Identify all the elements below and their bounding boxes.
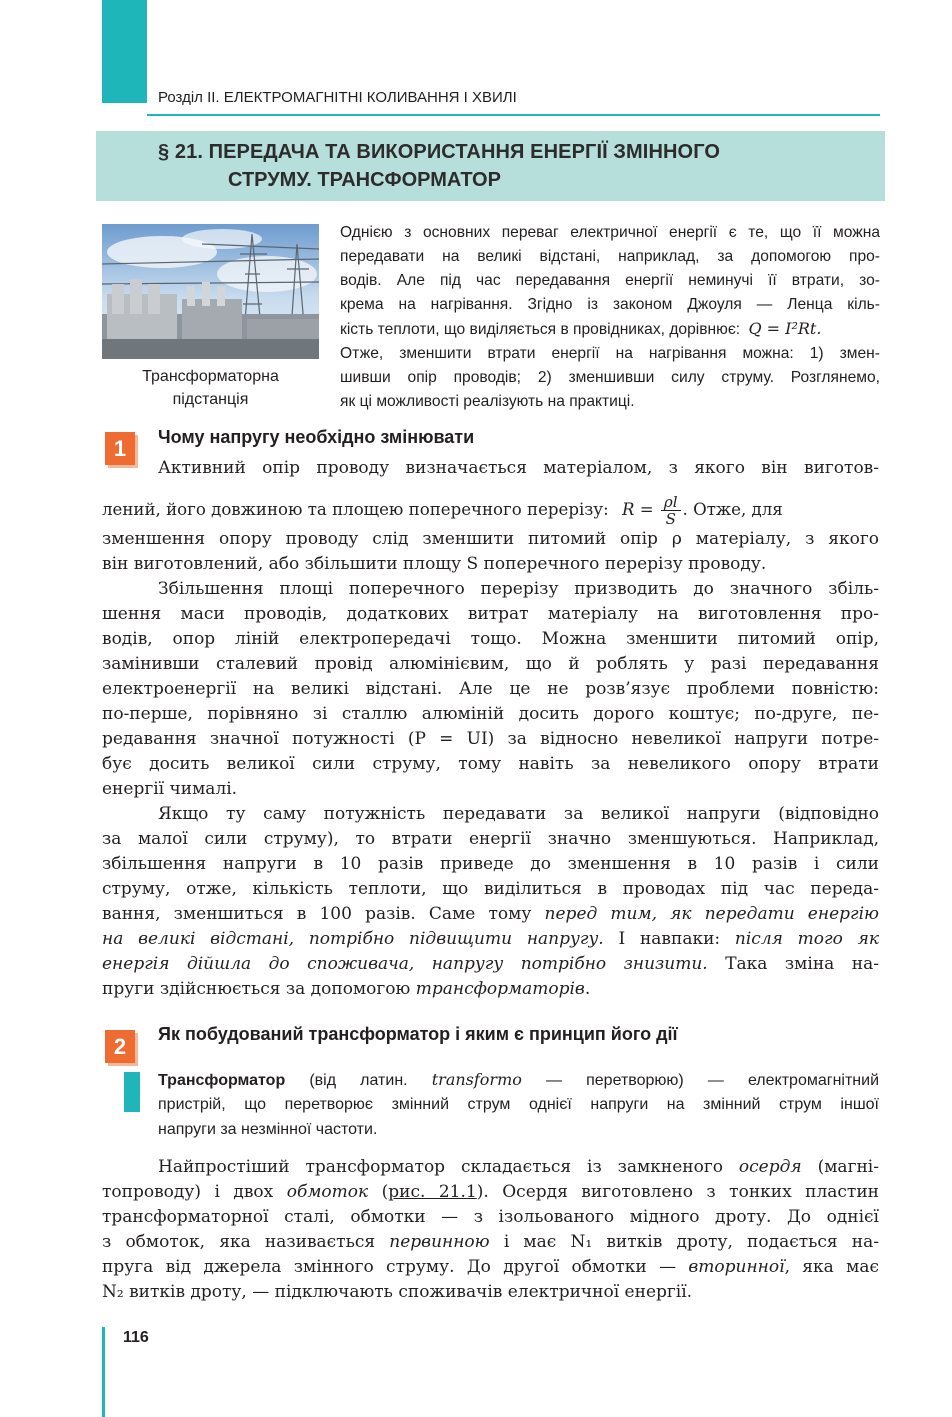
body-line [102,1230,879,1254]
body-text: пруга від джерела змінного струму. До другої обмотки — [102,1257,677,1277]
footer-accent-bar [102,1327,105,1417]
definition-line [158,1068,879,1092]
body-line: бує досить великої сили струму, тому навіть за невеликого опору втрати [102,754,879,774]
body-line: редавання значної потужності (P = UI) за відносно невеликої напруги потре- [102,729,879,749]
top-accent-bar [102,0,147,103]
body-line: замінивши сталевий провід алюмінієвим, що й роблять у разі передавання [102,654,879,674]
emphasis-text: після того як [734,929,880,949]
body-line [102,902,879,926]
intro-line: водів. Але під час передавання енергії неминучі її втрати, зо- [340,272,880,289]
body-line [102,952,879,976]
body-line: Збільшення площі поперечного перерізу призводить до значного збіль- [158,579,879,599]
intro-line: Отже, зменшити втрати енергії на нагрівання можна: 1) змен- [340,345,880,362]
emphasis-text: обмоток [286,1182,369,1202]
emphasis-text: вторинної [688,1257,785,1277]
body-text: , яка має [784,1257,879,1277]
body-line: струму, отже, кількість теплоти, що виділиться в проводах під час переда- [102,879,879,899]
body-text: топроводу) і двох [102,1182,274,1202]
body-line-with-formula [102,493,879,528]
intro-line: Однією з основних переваг електричної енергії є те, що її можна [340,224,880,241]
intro-line: передавати на великі відстані, наприклад, за допомогою про- [340,248,880,265]
section-number-badge: 2 [105,1030,135,1063]
joule-lenz-formula: Q = I²Rt. [748,319,822,338]
definition-text: (від латин. [309,1072,408,1089]
body-text: ( [381,1182,389,1202]
section-heading: Чому напругу необхідно змінювати [158,427,475,447]
body-line: водів, опор ліній електропередачі тощо. Можна зменшити питомий опір, [102,629,879,649]
emphasis-text: енергія дійшла до споживача, напругу потрібно знизити. [102,954,708,974]
body-line: Якщо ту саму потужність передавати за великої напруги (відповідно [158,804,879,824]
body-line [102,927,879,951]
body-text: і має N₁ витків дроту, подається на- [503,1232,880,1252]
header-rule [147,114,880,116]
definition-line: пристрій, що перетворює змінний струм однієї напруги на змінний струм іншої [158,1096,879,1113]
figure-link[interactable]: рис. 21.1 [388,1182,477,1202]
page-number: 116 [123,1329,149,1346]
body-text: (магні- [817,1157,879,1177]
body-line [102,1255,879,1279]
intro-line: крема на нагрівання. Згідно із законом Джоуля — Ленца кіль- [340,296,880,313]
body-text: вання, зменшиться в 100 разів. Саме тому [102,904,532,924]
body-line [102,1180,879,1204]
emphasis-text: перед тим, як передати енергію [544,904,880,924]
body-line: шення маси проводів, додаткових витрат матеріалу на виготовлення про- [102,604,879,624]
body-line: він виготовлений, або збільшити площу S поперечного перерізу проводу. [102,554,767,574]
chapter-header: Розділ ІІ. ЕЛЕКТРОМАГНІТНІ КОЛИВАННЯ І ХВИЛІ [158,89,517,106]
section-heading: Як побудований трансформатор і яким є принцип його дії [158,1024,678,1044]
body-text: Така зміна на- [725,954,879,974]
body-text: ). Осердя виготовлено з тонких пластин [476,1182,880,1202]
definition-marker-bar [124,1072,140,1112]
resistance-symbol: R = [621,500,654,519]
body-line: збільшення напруги в 10 разів приведе до зменшення в 10 разів і сили [102,854,879,874]
body-line: електроенергії на великі відстані. Але це не розв’язує проблеми повністю: [102,679,879,699]
section-number-badge: 1 [105,432,135,465]
intro-line-text: кість теплоти, що виділяється в провідниках, дорівнює: [340,321,741,338]
body-text: І навпаки: [618,929,721,949]
intro-line: як ці можливості реалізують на практиці. [340,393,635,410]
intro-line-with-formula [340,318,880,340]
latin-term: transformo [431,1070,522,1089]
emphasis-text: на великі відстані, потрібно підвищити напругу. [102,929,604,949]
resistance-fraction: $\frac{\rho l}{S}$ [661,494,681,527]
body-text: . [584,979,591,999]
emphasis-text: первинною [389,1232,490,1252]
body-line: енергії чималі. [102,779,238,799]
intro-line: шивши опір проводів; 2) зменшивши силу струму. Розглянемо, [340,369,880,386]
body-line [158,1155,879,1179]
body-line: трансформаторної сталі, обмотки — з ізольованого мідного дроту. До однієї [102,1207,879,1227]
photo-caption-line-2: підстанція [172,391,249,408]
body-text: лений, його довжиною та площею поперечного перерізу: [102,500,609,519]
defined-term: Трансформатор [158,1072,286,1089]
substation-photo [102,224,319,359]
body-text: . Отже, для [682,500,783,519]
body-line: N₂ витків дроту, — підключають споживачів електричної енергії. [102,1282,693,1302]
photo-caption-line-1: Трансформаторна [142,368,279,385]
section-title-line-2: СТРУМУ. ТРАНСФОРМАТОР [228,169,501,191]
body-text: Найпростіший трансформатор складається із замкненого [158,1157,723,1177]
body-text: пруги здійснюється за допомогою [102,979,411,999]
definition-line: напруги за незмінної частоти. [158,1121,378,1138]
definition-text: — перетворюю) — електромагнітний [546,1072,880,1089]
emphasis-text: осердя [738,1157,802,1177]
body-line: зменшення опору проводу слід зменшити питомий опір ρ матеріалу, з якого [102,529,879,549]
body-line: Активний опір проводу визначається матеріалом, з якого він виготов- [158,458,879,478]
body-line: по-перше, порівняно зі сталлю алюміній досить дорого коштує; по-друге, пе- [102,704,879,724]
emphasis-text: трансформаторів [415,979,585,999]
body-line [102,977,879,1001]
section-title-line-1: § 21. ПЕРЕДАЧА ТА ВИКОРИСТАННЯ ЕНЕРГІЇ ЗМІННОГО [158,141,721,163]
body-line: за малої сили струму), то втрати енергії значно зменшуються. Наприклад, [102,829,879,849]
body-text: з обмоток, яка називається [102,1232,376,1252]
